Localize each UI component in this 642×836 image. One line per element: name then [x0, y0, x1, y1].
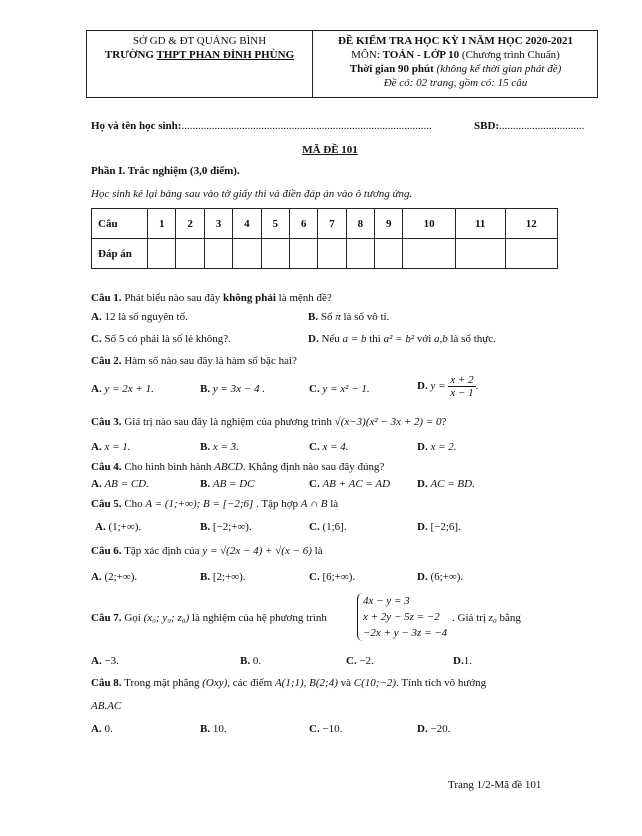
- question-6-option-d: [417, 571, 463, 583]
- question-3-option-d: [417, 441, 457, 453]
- question-1-option-b: [308, 311, 389, 323]
- option-label: D.: [417, 380, 428, 393]
- question-text: Hàm số nào sau đây là hàm số bậc hai?: [121, 355, 297, 367]
- table-number: 4: [233, 209, 261, 239]
- question-number: Câu 7.: [91, 612, 122, 624]
- option-math: x = 1.: [104, 441, 131, 453]
- question-8-option-d: [417, 723, 450, 735]
- question-7-option-c: [346, 655, 374, 667]
- option-math: 10.: [210, 723, 227, 735]
- question-number: Câu 4.: [91, 461, 122, 473]
- option-label: B.: [308, 311, 319, 323]
- question-number: Câu 6.: [91, 545, 122, 557]
- answer-cell: [233, 239, 261, 269]
- table-answer-label: Đáp án: [92, 239, 148, 269]
- question-math: ABCD: [214, 461, 243, 473]
- question-text: Cho hình bình hành: [121, 461, 215, 473]
- question-7-option-a: [91, 655, 119, 667]
- option-math: [2;+∞).: [212, 571, 246, 583]
- question-text: Cho: [121, 498, 146, 510]
- question-text: là nghiệm của hệ phương trình: [189, 612, 327, 624]
- option-label: C.: [309, 441, 320, 453]
- option-label: B.: [240, 655, 251, 667]
- option-text: .: [475, 380, 479, 393]
- option-math: a² = b²: [383, 333, 415, 345]
- table-number: 2: [176, 209, 204, 239]
- option-math: x = 3.: [212, 441, 239, 453]
- option-label: A.: [91, 655, 102, 667]
- question-math: z₀: [488, 612, 497, 624]
- question-6-option-b: [200, 571, 246, 583]
- answer-cell: [505, 239, 557, 269]
- question-7-option-b: [240, 655, 261, 667]
- option-label: D.: [417, 571, 428, 583]
- question-4-stem: [91, 461, 384, 473]
- question-5-option-a: [95, 521, 141, 533]
- option-math: x = 4.: [322, 441, 349, 453]
- department-name: SỞ GD & ĐT QUẢNG BÌNH: [132, 35, 267, 47]
- table-number: 8: [346, 209, 374, 239]
- question-5-option-d: [417, 521, 461, 533]
- option-label: B.: [200, 441, 211, 453]
- option-label: B.: [200, 521, 211, 533]
- question-number: Câu 8.: [91, 677, 122, 689]
- question-math: B(2;4): [309, 677, 338, 689]
- option-math: y = 2x + 1.: [104, 383, 154, 395]
- question-6-option-a: [91, 571, 137, 583]
- option-label: A.: [91, 311, 102, 323]
- question-5-stem: [91, 498, 338, 510]
- question-math: (x₀; y₀; z₀): [143, 612, 190, 624]
- option-math: AB = CD.: [104, 478, 149, 490]
- answer-cell: [148, 239, 176, 269]
- question-5-option-b: [200, 521, 252, 533]
- pages-note: Đề có: 02 trang, gồm có: 15 câu: [383, 77, 528, 89]
- option-math: AC = BD.: [430, 478, 475, 490]
- table-number: 12: [505, 209, 557, 239]
- option-math: y =: [430, 380, 449, 393]
- question-7-stem: [91, 612, 327, 624]
- question-text: và: [337, 677, 354, 689]
- option-math: −3.: [101, 655, 119, 667]
- question-text: . Tính tích vô hướng: [396, 677, 487, 689]
- question-math: y = √(2x − 4) + √(x − 6): [202, 545, 312, 557]
- answer-cell: [455, 239, 505, 269]
- option-label: C.: [309, 478, 320, 490]
- question-number: Câu 5.: [91, 498, 122, 510]
- option-math: [6;+∞).: [322, 571, 356, 583]
- question-3-stem: [91, 416, 446, 428]
- school-name: [87, 49, 312, 61]
- question-8-stem: [91, 677, 486, 689]
- table-number: 5: [261, 209, 289, 239]
- option-label: D.: [417, 723, 428, 735]
- question-6-option-c: [309, 571, 355, 583]
- option-math: y = x² − 1.: [322, 383, 370, 395]
- option-math: (1;+∞).: [108, 521, 142, 533]
- question-8-dot-product: AB.AC: [91, 700, 122, 712]
- option-math: −20.: [427, 723, 451, 735]
- option-math: y = 3x − 4 .: [212, 383, 265, 395]
- question-text: . Giá trị: [452, 612, 489, 624]
- option-label: C.: [309, 723, 320, 735]
- equation-2: x + 2y − 5z = −2: [363, 611, 440, 623]
- question-2-stem: [91, 355, 297, 367]
- page-footer: Trang 1/2-Mã đề 101: [448, 779, 542, 791]
- table-header-label: Câu: [92, 209, 148, 239]
- question-math: (Oxy): [202, 677, 228, 689]
- option-text: thì: [366, 333, 384, 345]
- student-name-dots: ...........................................................................................: [181, 120, 432, 132]
- question-2-option-d: [417, 374, 478, 399]
- answer-cell: [403, 239, 455, 269]
- table-number: 6: [289, 209, 317, 239]
- exam-title: ĐỀ KIỂM TRA HỌC KỲ I NĂM HỌC 2020-2021: [337, 35, 574, 47]
- question-3-option-c: [309, 441, 349, 453]
- option-text: Số 5 có phải là số lẻ không?.: [101, 333, 231, 345]
- option-math: x = 2.: [430, 441, 457, 453]
- answer-table-answer-row: [92, 239, 558, 269]
- question-1-option-a: [91, 311, 188, 323]
- option-math: (6;+∞).: [430, 571, 464, 583]
- question-2-option-b: [200, 383, 265, 395]
- option-label: B.: [200, 723, 211, 735]
- table-number: 11: [455, 209, 505, 239]
- question-text: Tập xác định của: [121, 545, 203, 557]
- fraction: [448, 374, 475, 399]
- question-8-option-a: [91, 723, 113, 735]
- fraction-numerator: x + 2: [450, 374, 474, 386]
- option-math: AB = DC: [212, 478, 255, 490]
- option-math: −2.: [356, 655, 374, 667]
- subject-line: [313, 49, 598, 61]
- question-8-option-c: [309, 723, 342, 735]
- equation-system: [357, 593, 447, 641]
- option-label: A.: [91, 723, 102, 735]
- option-label: C.: [309, 521, 320, 533]
- student-name-label: Họ và tên học sinh:: [91, 120, 182, 132]
- option-label: D.: [308, 333, 319, 345]
- question-2-option-a: [91, 383, 154, 395]
- option-label: D.: [417, 521, 428, 533]
- student-name-line: [91, 120, 432, 132]
- question-6-stem: [91, 545, 323, 557]
- question-math: A(1;1): [274, 677, 304, 689]
- option-text: với: [414, 333, 434, 345]
- question-text: bằng: [496, 612, 521, 624]
- time-note: (không kể thời gian phát đề): [433, 63, 562, 75]
- option-label: D.: [453, 655, 464, 667]
- question-text: Trong mặt phẳng: [121, 677, 203, 689]
- option-label: C.: [309, 571, 320, 583]
- option-math: −10.: [319, 723, 343, 735]
- option-label: A.: [91, 478, 102, 490]
- question-text: là: [311, 545, 323, 557]
- answer-cell: [176, 239, 204, 269]
- option-math: a = b: [342, 333, 367, 345]
- question-4-option-a: [91, 478, 149, 490]
- question-number: Câu 3.: [91, 416, 122, 428]
- question-math: √(x−3)(x² − 3x + 2) = 0: [334, 416, 442, 428]
- question-text: . Tập hợp: [253, 498, 301, 510]
- option-math: a,b: [434, 333, 448, 345]
- option-math: (1;6].: [322, 521, 347, 533]
- option-math: [−2;6].: [430, 521, 461, 533]
- table-number: 9: [375, 209, 403, 239]
- option-text: Nếu: [318, 333, 343, 345]
- equation-3: −2x + y − 3z = −4: [363, 627, 448, 639]
- question-1-stem: [91, 292, 332, 304]
- equation-1: 4x − y = 3: [363, 595, 410, 607]
- question-7-option-d: [453, 655, 472, 667]
- table-number: 3: [204, 209, 232, 239]
- question-text: là: [327, 498, 339, 510]
- question-math: C(10;−2): [353, 677, 397, 689]
- time-label: Thời gian 90 phút: [349, 63, 434, 75]
- option-label: D.: [417, 441, 428, 453]
- subject-suffix: (Chương trình Chuẩn): [459, 49, 560, 61]
- question-math: A ∩ B: [300, 498, 328, 510]
- school-prefix: TRƯỜNG: [104, 49, 157, 61]
- answer-table: [91, 208, 558, 269]
- subject: TOÁN - LỚP 10: [382, 49, 460, 61]
- option-label: A.: [91, 571, 102, 583]
- time-line: [313, 63, 598, 75]
- section-title: Phần I. Trắc nghiệm (3,0 điểm).: [91, 165, 240, 177]
- sbd-label: SBD:: [474, 120, 500, 132]
- table-number: 10: [403, 209, 455, 239]
- option-label: B.: [200, 383, 211, 395]
- option-label: A.: [91, 383, 102, 395]
- option-math: AB + AC = AD: [322, 478, 391, 490]
- table-number: 7: [318, 209, 346, 239]
- option-math: 0.: [250, 655, 262, 667]
- question-3-option-b: [200, 441, 239, 453]
- option-math: π: [335, 311, 341, 323]
- question-text: Giá trị nào sau đây là nghiệm của phương trình: [121, 416, 335, 428]
- question-1-option-d: [308, 333, 496, 345]
- answer-table-header-row: [92, 209, 558, 239]
- option-math: [−2;+∞).: [212, 521, 252, 533]
- option-text: là số thực.: [447, 333, 496, 345]
- question-math: A = (1;+∞); B = [−2;6]: [145, 498, 254, 510]
- subject-prefix: MÔN:: [351, 49, 383, 61]
- option-label: C.: [309, 383, 320, 395]
- answer-cell: [204, 239, 232, 269]
- option-label: A.: [91, 441, 102, 453]
- question-4-option-c: [309, 478, 390, 490]
- question-7-stem-end: [452, 612, 521, 624]
- option-math: (2;+∞).: [104, 571, 138, 583]
- question-text: ?: [441, 416, 447, 428]
- option-text: là số vô tỉ.: [340, 311, 390, 323]
- option-math: 0.: [101, 723, 113, 735]
- answer-cell: [346, 239, 374, 269]
- question-text: Gọi: [121, 612, 144, 624]
- option-label: B.: [200, 571, 211, 583]
- sbd-line: [474, 120, 584, 132]
- question-text: là mệnh đề?: [275, 292, 332, 304]
- answer-cell: [318, 239, 346, 269]
- question-1-option-c: [91, 333, 231, 345]
- question-4-option-b: [200, 478, 255, 490]
- answer-cell: [375, 239, 403, 269]
- option-label: C.: [91, 333, 102, 345]
- option-label: D.: [417, 478, 428, 490]
- question-text: . Khẳng định nào sau đây đúng?: [242, 461, 385, 473]
- question-text: ,: [303, 677, 310, 689]
- question-number: Câu 1.: [91, 292, 122, 304]
- question-8-option-b: [200, 723, 227, 735]
- question-3-option-a: [91, 441, 131, 453]
- question-4-option-d: [417, 478, 475, 490]
- exam-code: MÃ ĐỀ 101: [302, 144, 358, 156]
- answer-cell: [289, 239, 317, 269]
- option-text: 12 là số nguyên tố.: [101, 311, 188, 323]
- answer-cell: [261, 239, 289, 269]
- school-name-text: THPT PHAN ĐÌNH PHÙNG: [156, 49, 295, 61]
- question-text: , các điểm: [227, 677, 275, 689]
- fraction-denominator: x − 1: [450, 387, 474, 399]
- question-emphasis: không phải: [223, 292, 276, 304]
- option-text: Số: [318, 311, 336, 323]
- option-label: C.: [346, 655, 357, 667]
- option-label: A.: [95, 521, 106, 533]
- section-instruction: Học sinh kẻ lại bảng sau vào tờ giấy thi và điền đáp án vào ô tương ứng.: [91, 188, 413, 200]
- question-text: Phát biểu nào sau đây: [121, 292, 223, 304]
- sbd-dots: ...............................: [499, 120, 585, 132]
- question-number: Câu 2.: [91, 355, 122, 367]
- option-math: 1.: [463, 655, 472, 667]
- option-label: B.: [200, 478, 211, 490]
- table-number: 1: [148, 209, 176, 239]
- question-2-option-c: [309, 383, 370, 395]
- question-5-option-c: [309, 521, 347, 533]
